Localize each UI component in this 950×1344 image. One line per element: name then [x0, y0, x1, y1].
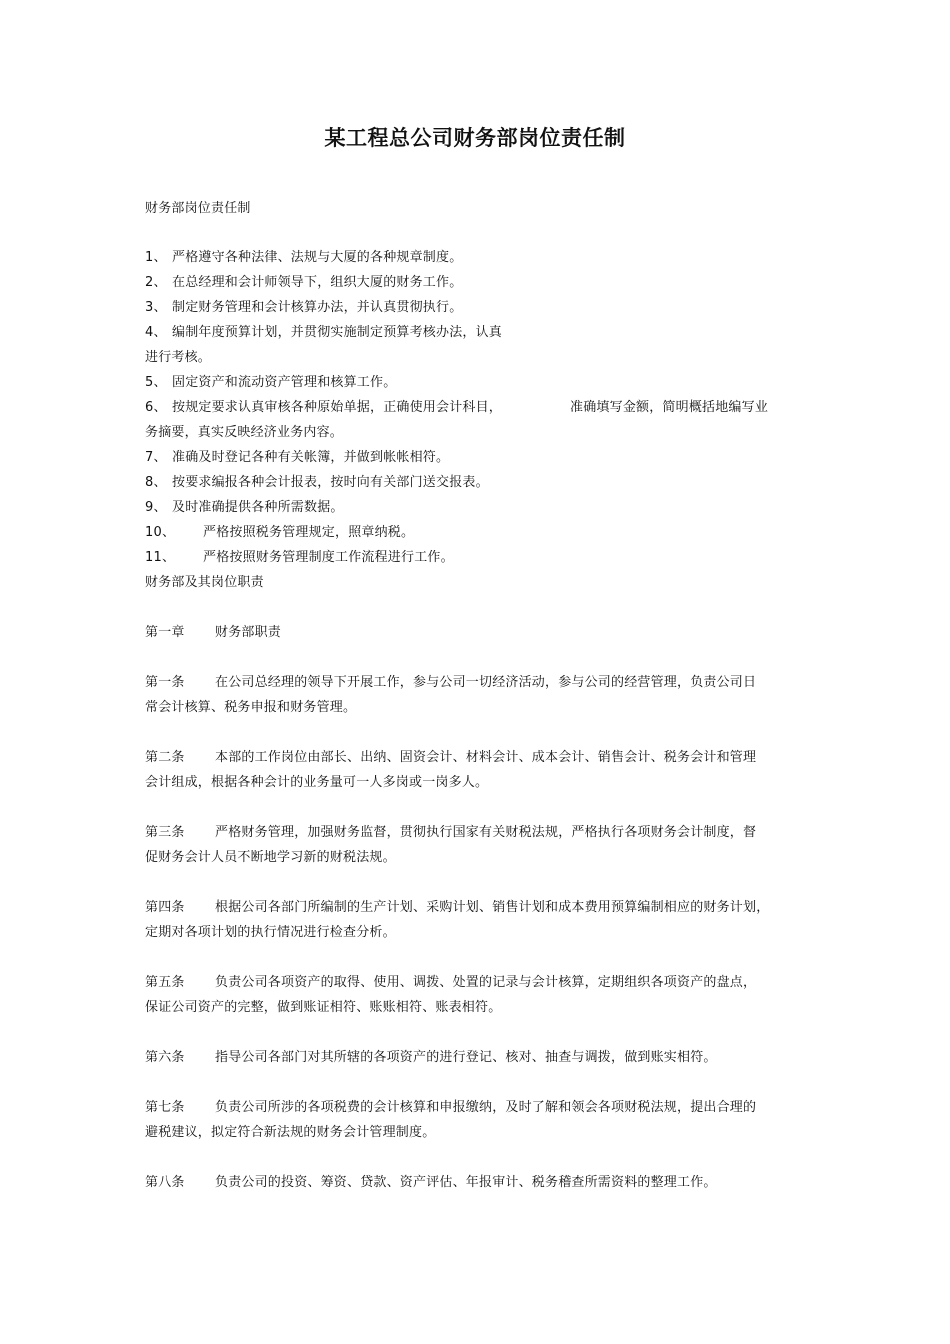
article-continuation: 促财务会计人员不断地学习新的财税法规。	[145, 850, 396, 865]
article-text: 负责公司各项资产的取得、使用、调拨、处置的记录与会计核算，定期组织各项资产的盘点，	[215, 975, 757, 990]
article-text: 负责公司所涉的各项税费的会计核算和申报缴纳，及时了解和领会各项财税法规，提出合理的	[215, 1100, 757, 1115]
article-text: 严格财务管理，加强财务监督，贯彻执行国家有关财税法规，严格执行各项财务会计制度，督	[215, 825, 757, 840]
article-text: 在公司总经理的领导下开展工作，参与公司一切经济活动，参与公司的经营管理，负责公司日	[215, 675, 757, 690]
duty-number: 2、	[145, 275, 167, 290]
article	[145, 974, 756, 992]
duty-continuation: 务摘要，真实反映经济业务内容。	[145, 425, 344, 440]
duty-text: 及时准确提供各种所需数据。	[172, 500, 344, 515]
duty-text-continued: 准确填写金额，简明概括地编写业	[570, 400, 769, 415]
duty-item	[145, 524, 414, 542]
duty-continuation: 进行考核。	[145, 350, 212, 365]
duty-text: 严格按照税务管理规定，照章纳税。	[203, 525, 415, 540]
article-continuation: 避税建议，拟定符合新法规的财务会计管理制度。	[145, 1125, 436, 1140]
duty-text: 严格遵守各种法律、法规与大厦的各种规章制度。	[172, 250, 463, 265]
article-label: 第六条	[145, 1050, 185, 1065]
article-text: 指导公司各部门对其所辖的各项资产的进行登记、核对、抽查与调拨，做到账实相符。	[215, 1050, 717, 1065]
duty-item	[145, 499, 344, 517]
chapter-heading	[145, 624, 281, 642]
article	[145, 1174, 717, 1192]
subtitle: 财务部岗位责任制	[145, 201, 251, 216]
duty-number: 4、	[145, 325, 167, 340]
duty-item	[145, 274, 462, 292]
duty-item	[145, 449, 449, 467]
article-text: 本部的工作岗位由部长、出纳、固资会计、材料会计、成本会计、销售会计、税务会计和管理	[215, 750, 757, 765]
article-text: 根据公司各部门所编制的生产计划、采购计划、销售计划和成本费用预算编制相应的财务计划，	[215, 900, 770, 915]
duty-number: 6、	[145, 400, 167, 415]
duty-number: 3、	[145, 300, 167, 315]
duty-item	[145, 549, 454, 567]
article-continuation: 会计组成，根据各种会计的业务量可一人多岗或一岗多人。	[145, 775, 489, 790]
article-label: 第七条	[145, 1100, 185, 1115]
article	[145, 674, 756, 692]
duty-number: 11、	[145, 550, 176, 565]
document-title: 某工程总公司财务部岗位责任制	[324, 126, 626, 150]
chapter-label: 第一章	[145, 625, 185, 640]
duty-text: 编制年度预算计划，并贯彻实施制定预算考核办法，认真	[172, 325, 503, 340]
duty-number: 5、	[145, 375, 167, 390]
article-label: 第五条	[145, 975, 185, 990]
duty-item	[145, 324, 502, 342]
duty-number: 7、	[145, 450, 167, 465]
duty-text: 按规定要求认真审核各种原始单据，正确使用会计科目，	[172, 400, 503, 415]
article	[145, 749, 756, 767]
duty-item	[145, 299, 462, 317]
article-continuation: 保证公司资产的完整，做到账证相符、账账相符、账表相符。	[145, 1000, 502, 1015]
duty-text: 固定资产和流动资产管理和核算工作。	[172, 375, 397, 390]
section-heading: 财务部及其岗位职责	[145, 575, 264, 590]
article-label: 第二条	[145, 750, 185, 765]
article-continuation: 常会计核算、税务申报和财务管理。	[145, 700, 357, 715]
article	[145, 899, 769, 917]
duty-text: 严格按照财务管理制度工作流程进行工作。	[203, 550, 454, 565]
duty-text: 准确及时登记各种有关帐簿，并做到帐帐相符。	[172, 450, 450, 465]
duty-number: 10、	[145, 525, 176, 540]
article-continuation: 定期对各项计划的执行情况进行检查分析。	[145, 925, 396, 940]
article	[145, 1049, 717, 1067]
duty-number: 8、	[145, 475, 167, 490]
duty-item	[145, 249, 462, 267]
duty-item	[145, 474, 489, 492]
article-label: 第三条	[145, 825, 185, 840]
article	[145, 824, 756, 842]
article	[145, 1099, 756, 1117]
article-label: 第一条	[145, 675, 185, 690]
duty-text: 按要求编报各种会计报表，按时向有关部门送交报表。	[172, 475, 489, 490]
duty-item	[145, 399, 768, 417]
duty-text: 在总经理和会计师领导下，组织大厦的财务工作。	[172, 275, 463, 290]
article-text: 负责公司的投资、筹资、贷款、资产评估、年报审计、税务稽查所需资料的整理工作。	[215, 1175, 717, 1190]
duty-text: 制定财务管理和会计核算办法，并认真贯彻执行。	[172, 300, 463, 315]
article-label: 第八条	[145, 1175, 185, 1190]
article-label: 第四条	[145, 900, 185, 915]
chapter-title: 财务部职责	[215, 625, 282, 640]
duty-number: 1、	[145, 250, 167, 265]
duty-number: 9、	[145, 500, 167, 515]
duty-item	[145, 374, 396, 392]
